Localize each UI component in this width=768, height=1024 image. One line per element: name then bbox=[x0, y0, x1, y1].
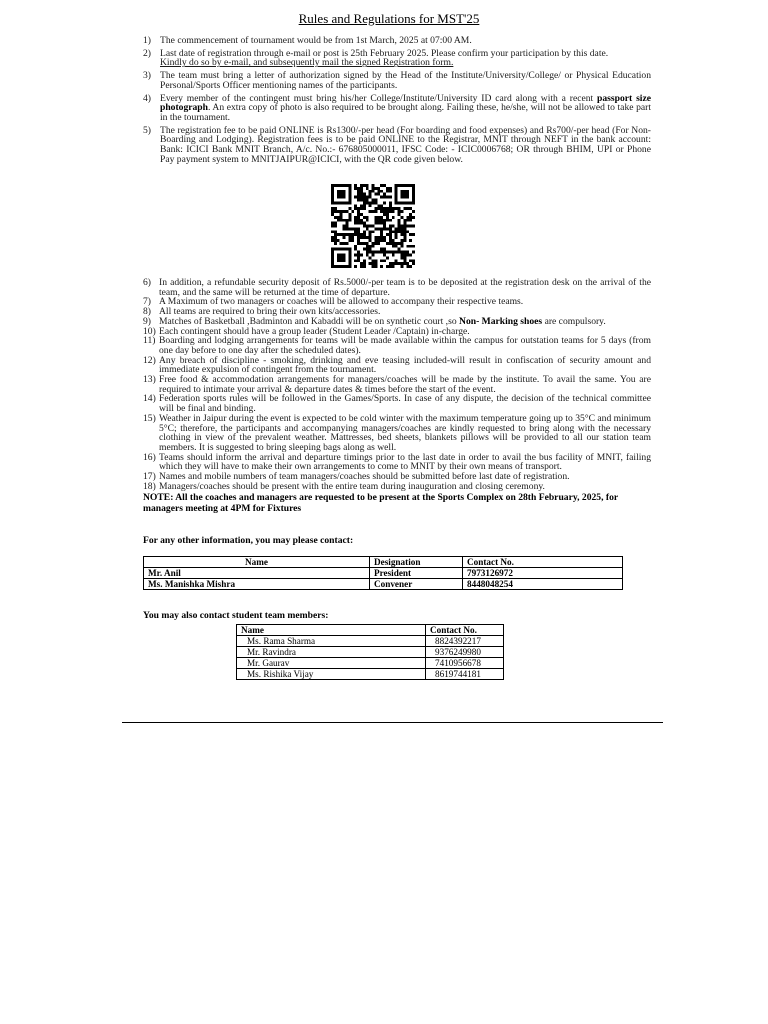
rule-number: 5) bbox=[143, 124, 151, 136]
rule-item bbox=[143, 336, 651, 355]
rule-number: 9) bbox=[143, 315, 151, 327]
contact-name: Ms. Manishka Mishra bbox=[144, 579, 370, 590]
rule-item bbox=[143, 278, 651, 297]
contact-name: Mr. Anil bbox=[144, 568, 370, 579]
rule-text: The commencement of tournament would be from 1st March, 2025 at 07:00 AM. bbox=[160, 35, 472, 46]
student-contact-table bbox=[236, 624, 504, 680]
student-name: Mr. Gaurav bbox=[237, 658, 426, 669]
rule-number: 11) bbox=[143, 335, 156, 347]
rule-text: Last date of registration through e-mail or post is 25th February 2025. Please confirm your participation by this date. bbox=[160, 47, 609, 59]
table-header-row bbox=[237, 625, 504, 636]
student-contact-intro: You may also contact student team members: bbox=[143, 610, 329, 621]
rule-number: 15) bbox=[143, 412, 156, 424]
rule-number: 6) bbox=[143, 277, 151, 288]
qr-code-icon bbox=[331, 184, 415, 268]
contact-phone: 7973126972 bbox=[463, 568, 623, 579]
rule-number: 12) bbox=[143, 354, 156, 366]
table-header: Contact No. bbox=[426, 625, 504, 636]
rule-item bbox=[143, 482, 651, 492]
table-row bbox=[237, 669, 504, 680]
rule-text-bold: Non- Marking shoes bbox=[459, 315, 543, 327]
table-row bbox=[237, 647, 504, 658]
table-header: Contact No. bbox=[463, 557, 623, 568]
rules-list-part1 bbox=[143, 36, 651, 164]
student-name: Mr. Ravindra bbox=[237, 647, 426, 658]
rule-text: are compulsory. bbox=[542, 315, 606, 327]
rule-item bbox=[143, 394, 651, 413]
contact-table bbox=[143, 556, 623, 590]
table-row bbox=[144, 579, 623, 590]
contact-designation: Convener bbox=[370, 579, 463, 590]
rule-item bbox=[143, 49, 651, 68]
rule-text: . An extra copy of photo is also required to be brought along. Failing these, he/she, will not be allowed to take part in the tournament. bbox=[160, 102, 651, 123]
rule-number: 18) bbox=[143, 480, 156, 492]
rule-text: The team must bring a letter of authorization signed by the Head of the Institute/University/College/ or Physical Education Personal/Sports Officer mentioning names of the participants. bbox=[160, 70, 651, 91]
rule-text: The registration fee to be paid ONLINE is Rs1300/-per head (For boarding and food expenses) and Rs700/-per head (For Non-Boarding and Lodging). Registration fees is to be paid ONLINE to the Registrar, MNIT through NEFT in the bank account: Bank: ICICI Bank MNIT Branch, A/c. No.:- 676805000011, IFSC Code: - ICIC0006768; OR through BHIM, UPI or Phone Pay payment system to MNITJAIPUR@ICICI, with the QR code given below. bbox=[160, 124, 651, 165]
rule-text: Boarding and lodging arrangements for teams will be made available within the campus for outstation teams for 5 days (from one day before to one day after the scheduled dates). bbox=[159, 335, 651, 356]
rule-item bbox=[143, 94, 651, 123]
rule-text-bold: passport size photograph bbox=[160, 92, 651, 114]
rule-number: 4) bbox=[143, 92, 151, 104]
note-text: NOTE: All the coaches and managers are requested to be present at the Sports Complex on 28th February, 2025, for managers meeting at 4PM for Fixtures bbox=[143, 492, 618, 515]
page-title: Rules and Regulations for MST'25 bbox=[298, 11, 480, 26]
contact-designation: President bbox=[370, 568, 463, 579]
rule-item bbox=[143, 126, 651, 165]
rule-text: Free food & accommodation arrangements for managers/coaches will be made by the institute. To avail the same. You are required to intimate your arrival & departure dates & times before the start of the event. bbox=[159, 374, 651, 395]
contact-intro: For any other information, you may please contact: bbox=[143, 535, 354, 546]
student-name: Ms. Rama Sharma bbox=[237, 636, 426, 647]
rule-number: 13) bbox=[143, 374, 156, 386]
student-phone: 8619744181 bbox=[426, 669, 504, 680]
rule-number: 8) bbox=[143, 306, 151, 318]
table-row bbox=[237, 658, 504, 669]
rules-list-part2 bbox=[143, 278, 651, 514]
rule-text: In addition, a refundable security deposit of Rs.5000/-per team is to be deposited at the registration desk on the arrival of the team, and the same will be returned at the time of departure. bbox=[159, 277, 651, 298]
rule-text-underlined: Kindly do so by e-mail, and subsequently mail the signed Registration form. bbox=[160, 57, 454, 69]
rule-item bbox=[143, 71, 651, 90]
table-header: Name bbox=[237, 625, 426, 636]
rule-number: 3) bbox=[143, 70, 151, 82]
student-name: Ms. Rishika Vijay bbox=[237, 669, 426, 680]
rule-text: All teams are required to bring their own kits/accessories. bbox=[159, 306, 381, 318]
rule-number: 17) bbox=[143, 471, 156, 483]
rule-item bbox=[143, 453, 651, 472]
divider bbox=[122, 722, 663, 723]
table-header-row bbox=[144, 557, 623, 568]
rule-text: Names and mobile numbers of team managers/coaches should be submitted before last date of registration. bbox=[159, 471, 570, 483]
rule-text: Matches of Basketball ,Badminton and Kabaddi will be on synthetic court ,so bbox=[159, 315, 460, 327]
rule-number: 16) bbox=[143, 451, 156, 463]
rule-item bbox=[143, 36, 651, 46]
rule-text: Teams should inform the arrival and departure timings prior to the last date in order to avail the bus facility of MNIT, failing which they will have to make their own arrangements to come to MNIT by their own means of transport. bbox=[159, 451, 651, 473]
rule-item bbox=[143, 375, 651, 394]
table-row bbox=[237, 636, 504, 647]
rule-number: 1) bbox=[143, 35, 151, 46]
rule-item bbox=[143, 414, 651, 453]
table-header: Designation bbox=[370, 557, 463, 568]
rule-text: Every member of the contingent must bring his/her College/Institute/University ID card along with a recent bbox=[160, 92, 598, 104]
rule-number: 14) bbox=[143, 393, 156, 405]
rule-text: Managers/coaches should be present with the entire team during inauguration and closing ceremony. bbox=[159, 480, 545, 492]
table-header: Name bbox=[144, 557, 370, 568]
rule-number: 7) bbox=[143, 296, 151, 308]
table-row bbox=[144, 568, 623, 579]
student-phone: 8824392217 bbox=[426, 636, 504, 647]
rule-item bbox=[143, 356, 651, 375]
rule-text: Federation sports rules will be followed in the Games/Sports. In case of any dispute, the decision of the technical committee will be final and binding. bbox=[159, 393, 651, 415]
rule-text: Each contingent should have a group leader (Student Leader /Captain) in-charge. bbox=[159, 325, 470, 337]
student-phone: 9376249980 bbox=[426, 647, 504, 658]
rule-text: Any breach of discipline - smoking, drinking and eve teasing included-will result in confiscation of security amount and immediate expulsion of contingent from the tournament. bbox=[159, 354, 651, 376]
contact-phone: 8448048254 bbox=[463, 579, 623, 590]
rule-text: Weather in Jaipur during the event is expected to be cold winter with the maximum temperature going up to 35°C and minimum 5°C; therefore, the participants and accompanying managers/coaches are kindly requested to bring along with the necessary clothing in view of the prevalent weather. Mattresses, bed sheets, blankets pillows will be provided to all our station team members. It is suggested to bring sleeping bags along as well. bbox=[159, 412, 651, 453]
rule-text: A Maximum of two managers or coaches will be allowed to accompany their respective teams. bbox=[159, 296, 524, 308]
student-phone: 7410956678 bbox=[426, 658, 504, 669]
rule-number: 10) bbox=[143, 325, 156, 337]
rule-number: 2) bbox=[143, 47, 151, 59]
